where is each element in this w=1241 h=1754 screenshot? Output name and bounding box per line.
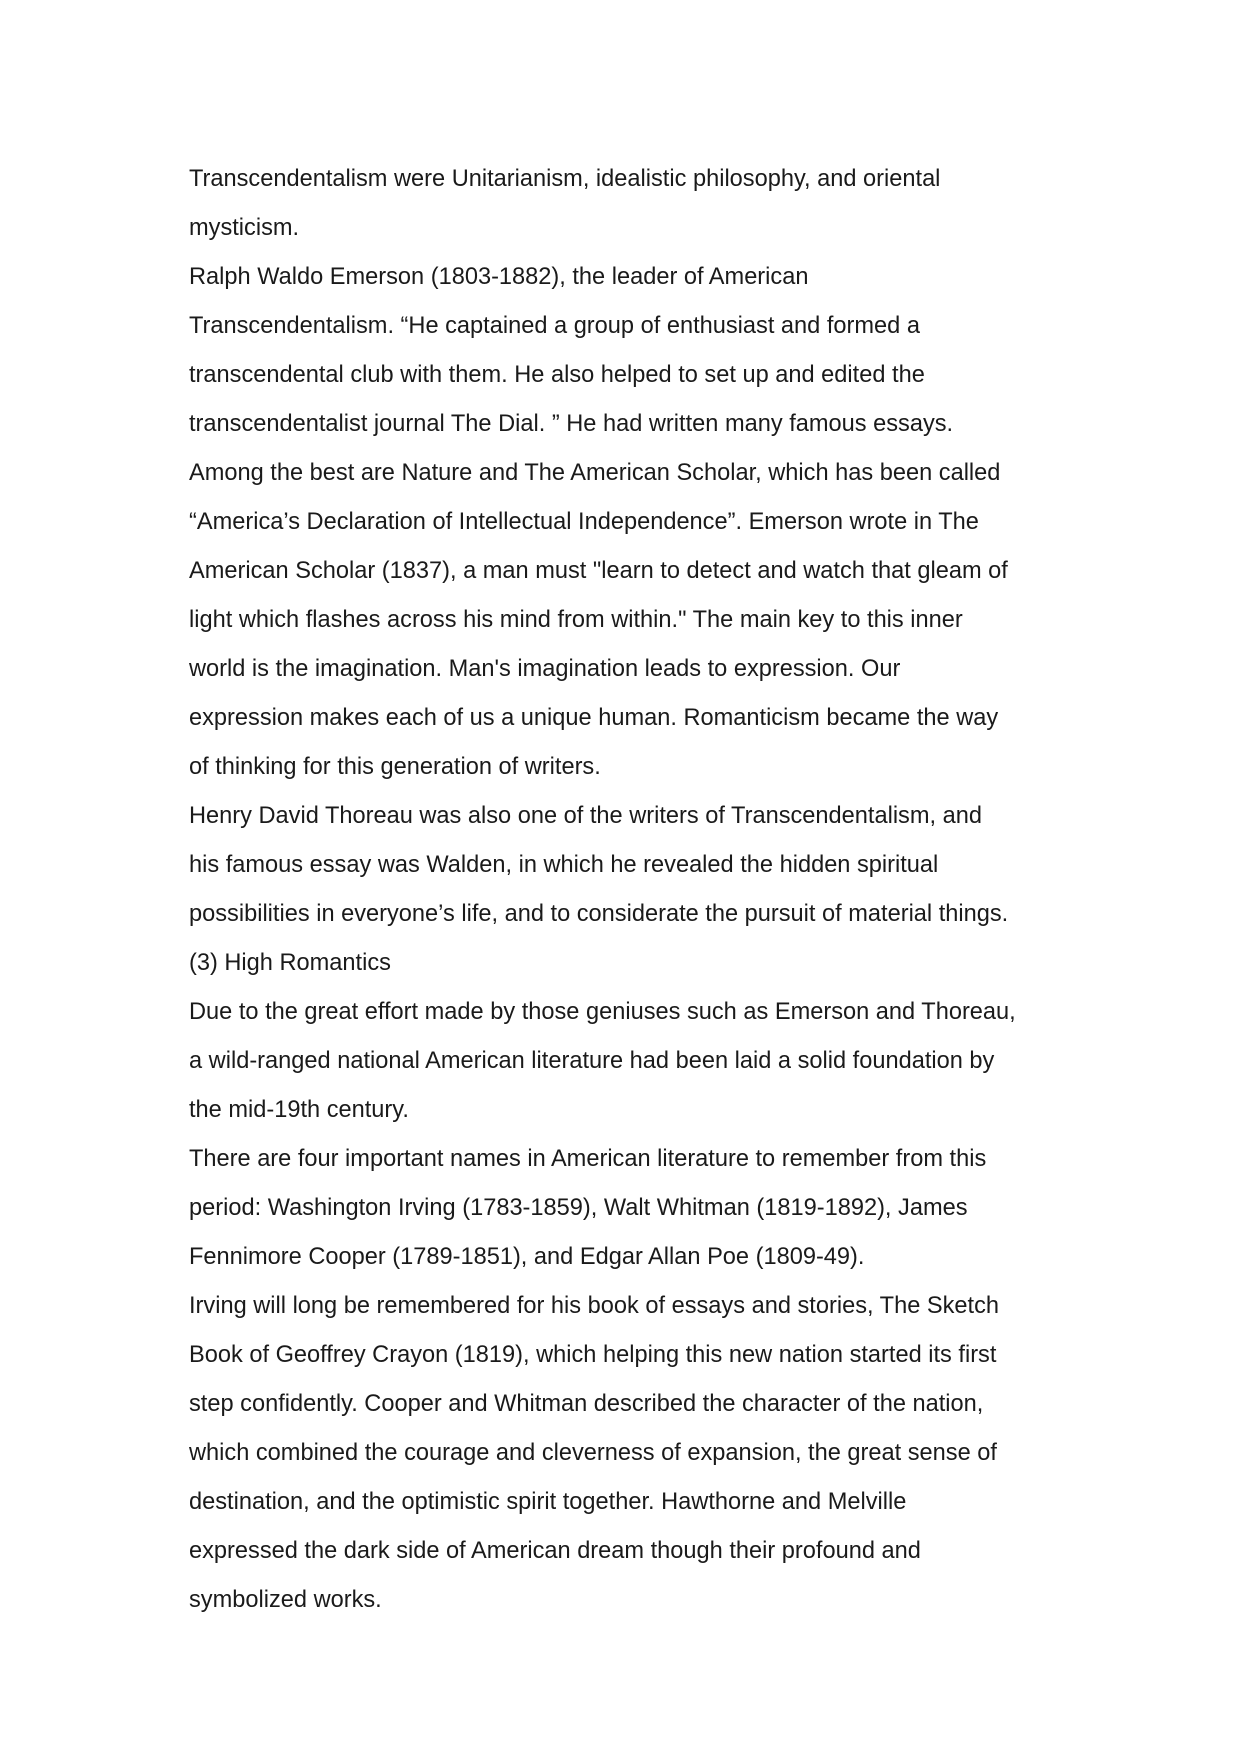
text-line: step confidently. Cooper and Whitman described the character of the nation,	[189, 1391, 984, 1417]
text-line: transcendental club with them. He also helped to set up and edited the	[189, 362, 925, 388]
text-line: his famous essay was Walden, in which he revealed the hidden spiritual	[189, 852, 939, 878]
text-line: period: Washington Irving (1783-1859), Walt Whitman (1819-1892), James	[189, 1195, 968, 1221]
text-line: Transcendentalism. “He captained a group of enthusiast and formed a	[189, 313, 920, 339]
text-line: Book of Geoffrey Crayon (1819), which helping this new nation started its first	[189, 1342, 997, 1368]
text-line: which combined the courage and cleverness of expansion, the great sense of	[189, 1440, 997, 1466]
text-line: Irving will long be remembered for his book of essays and stories, The Sketch	[189, 1293, 1000, 1319]
text-line: mysticism.	[189, 215, 300, 241]
text-line: a wild-ranged national American literature had been laid a solid foundation by	[189, 1048, 995, 1074]
text-line: Fennimore Cooper (1789-1851), and Edgar Allan Poe (1809-49).	[189, 1244, 865, 1270]
text-line: symbolized works.	[189, 1587, 382, 1613]
text-line: world is the imagination. Man's imagination leads to expression. Our	[189, 656, 901, 682]
text-line: expression makes each of us a unique human. Romanticism became the way	[189, 705, 999, 731]
text-line: light which flashes across his mind from within." The main key to this inner	[189, 607, 963, 633]
text-line: of thinking for this generation of writers.	[189, 754, 601, 780]
text-line: Ralph Waldo Emerson (1803-1882), the leader of American	[189, 264, 809, 290]
text-line: American Scholar (1837), a man must "learn to detect and watch that gleam of	[189, 558, 1008, 584]
text-line: Among the best are Nature and The American Scholar, which has been called	[189, 460, 1001, 486]
text-line: Henry David Thoreau was also one of the writers of Transcendentalism, and	[189, 803, 982, 829]
text-line: Due to the great effort made by those geniuses such as Emerson and Thoreau,	[189, 999, 1016, 1025]
text-line: There are four important names in American literature to remember from this	[189, 1146, 987, 1172]
text-line: destination, and the optimistic spirit together. Hawthorne and Melville	[189, 1489, 907, 1515]
text-line: the mid-19th century.	[189, 1097, 409, 1123]
text-line: expressed the dark side of American dream though their profound and	[189, 1538, 921, 1564]
text-line: possibilities in everyone’s life, and to considerate the pursuit of material things.	[189, 901, 1009, 927]
text-line: transcendentalist journal The Dial. ” He had written many famous essays.	[189, 411, 954, 437]
text-line: Transcendentalism were Unitarianism, idealistic philosophy, and oriental	[189, 166, 941, 192]
section-heading: (3) High Romantics	[189, 950, 391, 976]
body-text	[189, 155, 1089, 1625]
text-line: “America’s Declaration of Intellectual Independence”. Emerson wrote in The	[189, 509, 979, 535]
